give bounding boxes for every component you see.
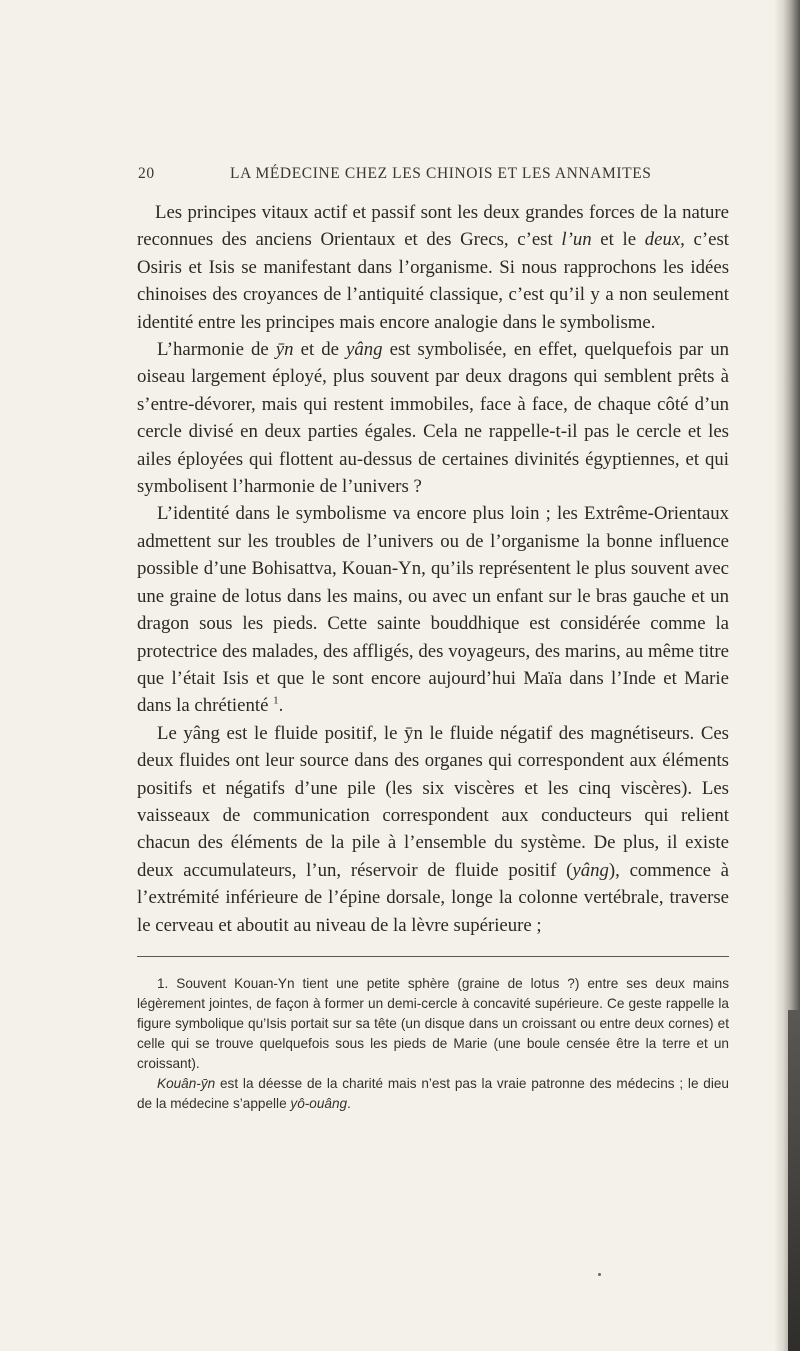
text-run: c’est Osiris et Isis se manifestant dans l’organisme. Si nous rapprochons les idées chinoises des croyances de l’antiquité classique, c’est qu’il y a non seulement identité entre les principes mais encore analogie dans le symbolisme. bbox=[137, 229, 729, 333]
running-head bbox=[0, 165, 790, 187]
italic-term: yô-ouâng bbox=[290, 1096, 348, 1111]
text-run: L’identité dans le symbolisme va encore plus loin ; les Extrême-Orientaux admettent sur les troubles de l’univers ou de l’organisme la bonne influence possible d’une Bohisattva, Kouan-Yn, qu’ils représentent le plus souvent avec une graine de lotus dans les mains, ou avec un enfant sur le bras gauche et un dragon sous les pieds. Cette sainte bouddhique est considérée comme la protectrice des malades, des affligés, des voyageurs, des marins, au même titre que l’était Isis et que le sont encore aujourd’hui Maïa dans l’Inde et Marie dans la chrétienté bbox=[137, 503, 729, 717]
footnote-1-continued bbox=[137, 1074, 729, 1114]
text-run: 1. Souvent Kouan-Yn tient une petite sphère (graine de lotus ?) entre ses deux mains légèrement jointes, de façon à former un demi-cercle à concavité supérieure. Ce geste rappelle la figure symbolique qu’Isis portait sur sa tête (un disque dans un croissant ou entre deux cornes) et celle qui se trouve quelquefois sous les pieds de Marie (une boule censée être la terre et un croissant). bbox=[137, 976, 729, 1071]
text-run: est la déesse de la charité mais n’est pas la vraie patronne des médecins ; le dieu de la médecine s’appelle bbox=[137, 1076, 729, 1111]
italic-term: ȳn bbox=[275, 339, 294, 361]
paragraph-2 bbox=[137, 336, 729, 500]
text-run: L’harmonie de bbox=[157, 339, 276, 361]
italic-term: yâng bbox=[572, 859, 609, 881]
text-run: . bbox=[347, 1096, 351, 1111]
paragraph-4 bbox=[137, 720, 729, 939]
text-run: et de bbox=[293, 339, 347, 361]
text-run: Le yâng est le fluide positif, le ȳn le fluide négatif des magnétiseurs. Ces deux fluides ont leur source dans des organes qui correspondent aux éléments positifs et négatifs d’une pile (les six viscères et les cinq viscères). Les vaisseaux de communication correspondent aux conducteurs qui relient chacun des éléments de la pile à l’ensemble du système. De plus, il existe deux accumulateurs, l’un, réservoir de fluide positif ( bbox=[137, 722, 729, 881]
ink-speck bbox=[598, 1273, 601, 1276]
italic-term: l’un bbox=[561, 229, 592, 251]
text-run: ), commence à l’extrémité inférieure de l’épine dorsale, longe la colonne vertébrale, traverse le cerveau et aboutit au niveau de la lèvre supérieure ; bbox=[137, 859, 729, 936]
text-run: Les principes vitaux actif et passif sont les deux grandes forces de la nature reconnues des anciens Orientaux et des Grecs, c’est bbox=[137, 202, 729, 251]
footnote-marker: 1 bbox=[273, 695, 279, 708]
text-run: est symbolisée, en effet, quelquefois par un oiseau largement éployé, plus souvent par deux dragons qui semblent prêts à s’entre-dévorer, mais qui restent immobiles, face à face, de chaque côté d’un cercle divisé en deux parties égales. Cela ne rappelle-t-il pas le cercle et les ailes éployées qui flottent au-dessus de certaines divinités égyptiennes, et qui symbolisent l’harmonie de l’univers ? bbox=[137, 339, 729, 498]
paragraph-1 bbox=[137, 199, 729, 336]
page-number: 20 bbox=[138, 165, 155, 182]
footnote-divider bbox=[137, 956, 729, 957]
footnote-1 bbox=[137, 974, 729, 1074]
body-text bbox=[137, 199, 729, 939]
italic-term: deux, bbox=[644, 229, 685, 251]
footnotes bbox=[137, 974, 729, 1114]
text-run: . bbox=[278, 695, 284, 717]
running-title: LA MÉDECINE CHEZ LES CHINOIS ET LES ANNAMITES bbox=[230, 165, 652, 182]
binding-edge bbox=[788, 1010, 800, 1351]
italic-term: Kouân-ȳn bbox=[157, 1076, 216, 1091]
paragraph-3 bbox=[137, 500, 729, 719]
italic-term: yâng bbox=[346, 339, 383, 361]
text-run: et le bbox=[591, 229, 645, 251]
